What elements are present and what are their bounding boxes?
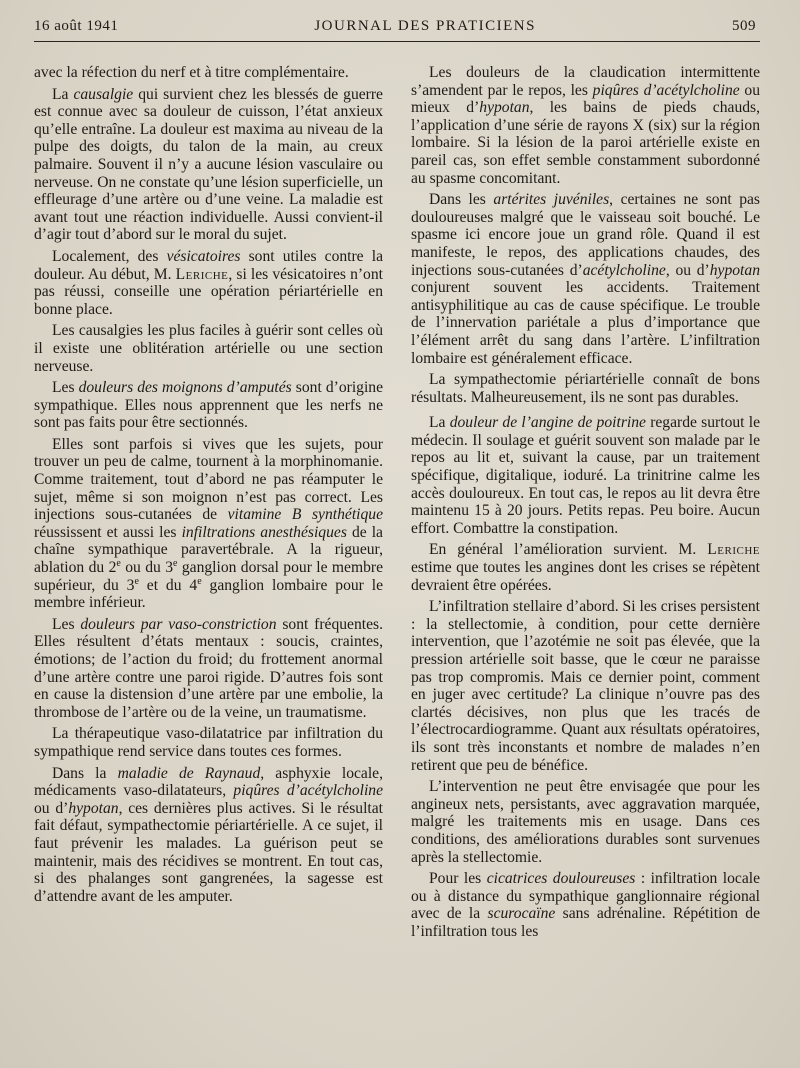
text-run: ou mieux d’ [411,81,761,117]
paragraph [411,371,760,406]
text-run: Les causalgies les plus faciles à guérir sont celles où il existe une oblitération artérielle ou une section nerveuse. [34,322,383,375]
italic-term: causalgie [73,85,134,103]
right-column [411,64,760,945]
superscript: e [173,557,178,569]
italic-term: vésicatoires [166,247,241,265]
paragraph [34,86,383,244]
text-run: Localement, des [52,247,167,265]
page-number: 509 [732,18,756,34]
italic-term: hypotan [68,799,119,817]
paragraph [411,598,760,774]
text-run: sont fréquentes. Elles résultent d’états mentaux : soucis, craintes, émotions; de l’action du froid; du frottement anormal d’une artère contre une paroi rigide. D’autres fois sont en cause la distension d’une artère par une embolie, la thrombose de l’artère ou de la veine, un traumatisme. [34,615,383,721]
paragraph [34,248,383,318]
text-run: Elles sont parfois si vives que les sujets, pour trouver un peu de calme, tournent à la morphinomanie. Comme traitement, tout d’abord ne pas réamputer le sujet, même si son moignon n’est pas correct. Les injections sous-cutanées de [34,435,383,524]
text-run: avec la réfection du nerf et à titre complémentaire. [34,64,349,81]
text-run: et du 4 [138,576,198,594]
italic-term: hypotan [479,99,530,117]
italic-term: cicatrices douloureuses [486,870,636,888]
text-run: Les [52,379,79,397]
text-run: qui survient chez les blessés de guerre est connue avec sa douleur de cuisson, l’état anxieux qu’elle entraîne. La douleur est maxima au niveau de la pulpe des doigts, du talon de la main, au creux palmaire. Souvent il n’y a aucune lésion vasculaire ou nerveuse. On ne constate qu’une lésion superficielle, un effleurage d’une artère ou d’une veine. La maladie est avant tout une réaction individuelle. Aussi convient-il d’agir tout d’abord sur le moral du sujet. [34,85,383,244]
paragraph [34,436,383,612]
paragraph [411,870,760,940]
text-run: sont d’origine sympathique. Elles nous apprennent que les nerfs ne sont pas faits pour être sectionnés. [34,379,384,432]
text-run: estime que toutes les angines dont les crises se répètent devraient être opérées. [411,559,760,594]
text-run: ou d’ [34,799,69,817]
article-body [34,64,760,945]
text-run: , certaines ne sont pas douloureuses malgré que le vaisseau soit bouché. Le spasme ici encore joue un grand rôle. Quand il est manifeste, le repos, des applications chaudes, des injections sous-cutanées d’ [411,191,761,279]
text-run: En général l’amélioration survient. M. [429,541,708,559]
text-run: ganglion dorsal pour le membre supérieur, du 3 [34,559,384,594]
text-run: ganglion lombaire pour le membre inférieur. [34,576,384,612]
text-run: La sympathectomie périartérielle connaît de bons résultats. Malheureusement, ils ne sont pas durables. [411,371,760,406]
text-run: Pour les [429,870,487,888]
italic-term: scurocaïne [487,905,556,923]
text-run: Les douleurs de la claudication intermittente s’amendent par le repos, les [411,64,760,99]
text-run: , ces dernières plus actives. Si le résultat fait défaut, sympathectomie périartérielle. A ce sujet, il faut prévenir les malades. La guérison peut se maintenir, mais des récidives se montrent. En tout cas, si des phalanges sont gangrenées, la sagesse est d’attendre avant de les amputer. [34,799,384,905]
paragraph [34,616,383,722]
text-run: , les bains de pieds chauds, l’application d’une série de rayons X (six) sur la région lombaire. Si la lésion de la paroi artérielle existe en pareil cas, son effet semble constamment subordonné au spasme concomitant. [411,99,760,187]
text-run: ou du 3 [120,559,174,577]
paragraph [411,541,760,594]
text-run: , ou d’ [665,261,710,279]
text-run: Dans les [429,191,494,209]
paragraph [34,322,383,375]
italic-term: douleur de l’angine de poitrine [449,414,646,432]
italic-term: douleurs des moignons d’amputés [78,379,292,397]
author-name: Leriche [707,541,760,559]
italic-term: piqûres d’acétylcholine [592,81,740,99]
superscript: e [197,575,202,587]
text-run: , asphyxie locale, médicaments vaso-dilatateurs, [34,764,383,800]
italic-term: piqûres d’acétylcholine [233,782,383,800]
paragraph [411,64,760,187]
text-run: Les [52,615,81,633]
left-column [34,64,383,945]
text-run: sont utiles contre la douleur. Au début, M. [34,247,383,283]
text-run: La [429,414,450,432]
italic-term: hypotan [709,261,760,279]
paragraph [34,64,383,82]
paragraph [34,725,383,760]
text-run: La [52,85,74,103]
text-run: de la chaîne sympathique paravertébrale. A la rigueur, ablation du 2 [34,523,383,577]
paragraph [34,765,383,906]
paragraph [411,778,760,866]
journal-title: JOURNAL DES PRATICIENS [314,18,536,34]
paragraph [411,191,760,367]
superscript: e [116,557,121,569]
text-run: : infiltration locale ou à distance du sympathique ganglionnaire régional avec de la [411,870,761,923]
italic-term: vitamine B synthétique [227,506,383,524]
text-run: sans adrénaline. Répétition de l’infiltration tous les [411,905,760,940]
text-run: regarde surtout le médecin. Il soulage et guérit souvent son malade par le repos au lit et, suivant la cause, par un traitement spécifique, digitalique, ioduré. La trinitrine calme les accès douloureux. En tout cas, le repos au lit devra être maintenu 15 à 20 jours. Petits repas. Peu boire. Aucun effort. Combattre la constipation. [411,414,760,537]
superscript: e [134,575,139,587]
text-run: réussissent et aussi les [34,523,182,541]
text-run: Dans la [52,764,118,782]
author-name: Leriche [175,265,229,283]
text-run: L’intervention ne peut être envisagée que pour les angineux nets, persistants, avec aggravation marquée, malgré les traitements mis en usage. Dans ces conditions, des améliorations durables sont survenues après la stellectomie. [411,778,760,866]
text-run: conjurent souvent les accidents. Traitement antisyphilitique au cas de cause spécifique. Le trouble de l’innervation pariétale a plus d’importance que l’élément arrêt du sang dans l’artère. L’infiltration lombaire est généralement efficace. [411,279,760,367]
text-run: , si les vésicatoires n’ont pas réussi, conseille une opération périartérielle en bonne place. [34,265,383,318]
paragraph [34,379,383,432]
paragraph [411,414,760,537]
italic-term: douleurs par vaso-constriction [80,615,277,633]
page-header [34,18,760,42]
header-date: 16 août 1941 [34,18,119,34]
italic-term: acétylcholine [582,261,666,279]
italic-term: maladie de Raynaud [117,764,261,782]
italic-term: artérites juvéniles [493,191,610,209]
text-run: La thérapeutique vaso-dilatatrice par infiltration du sympathique rend service dans toutes ces formes. [34,725,383,760]
italic-term: infiltrations anesthésiques [181,523,347,541]
text-run: L’infiltration stellaire d’abord. Si les crises persistent : la stellectomie, à condition, pour cette dernière intervention, que l’azotémie ne soit pas élevée, que la pression artérielle soit basse, que le cœur ne paraisse pas trop compromis. Mais ce dernier point, comment en juger avec certitude? La clinique n’ouvre pas des clartés décisives, non plus que les tracés de l’électrocardiogramme. Quant aux résultats opératoires, ils sont très inconstants et nombre de malades n’en retirent que peu de bénéfice. [411,598,760,774]
